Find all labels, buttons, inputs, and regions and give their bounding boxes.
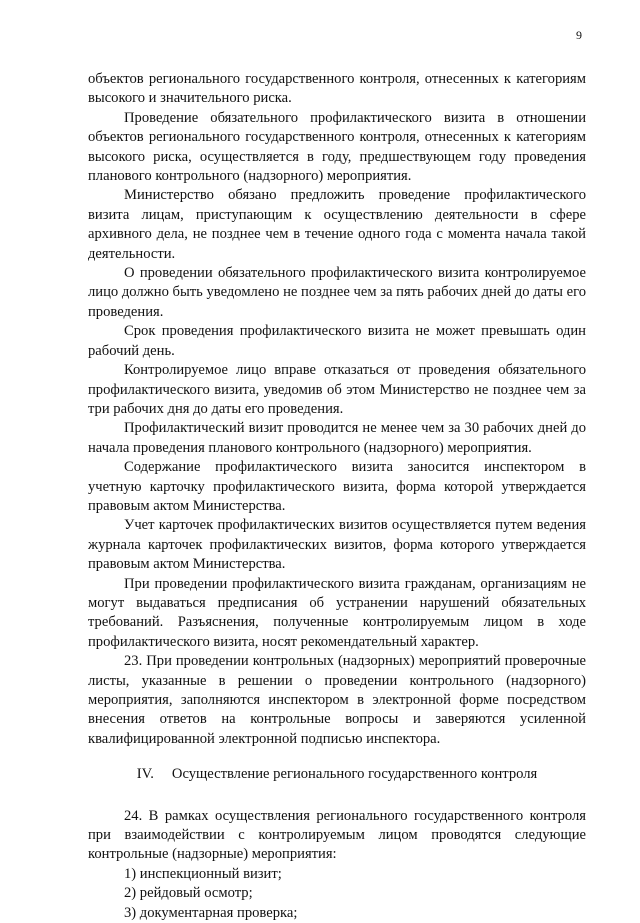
paragraph: Контролируемое лицо вправе отказаться от проведения обязательного профилактического визита, уведомив об этом Министерство не позднее чем за три рабочих дня до даты его проведения. <box>88 362 586 417</box>
paragraph: Проведение обязательного профилактического визита в отношении объектов регионального государственного контроля, отнесенных к категориям высокого риска, осуществляется в году, предшествующем году проведения планового контрольного (надзорного) мероприятия. <box>88 109 586 185</box>
list-item: 1) инспекционный визит; <box>124 865 282 882</box>
paragraph-24: 24. В рамках осуществления регионального государственного контроля при взаимодействии с контролируемым лицом проводятся следующие контрольные (надзорные) мероприятия: <box>88 807 586 863</box>
section-heading <box>88 765 586 784</box>
list-item: 2) рейдовый осмотр; <box>124 885 253 902</box>
paragraph: О проведении обязательного профилактического визита контролируемое лицо должно быть уведомлено не позднее чем за пять рабочих дней до даты его проведения. <box>88 265 586 320</box>
section-number: IV. <box>136 766 154 783</box>
paragraph-23: 23. При проведении контрольных (надзорных) мероприятий проверочные листы, указанные в решении о проведении контрольного (надзорного) мероприятия, заполняются инспектором в электронной форме посредством внесения ответов на контрольные вопросы и заверяются усиленной квалифицированной электронной подписью инспектора. <box>88 653 586 747</box>
paragraph: Содержание профилактического визита заносится инспектором в учетную карточку профилактического визита, форма которой утверждается правовым актом Министерства. <box>88 459 586 514</box>
list-item: 3) документарная проверка; <box>124 904 298 921</box>
section-title: Осуществление регионального государственного контроля <box>171 766 538 783</box>
paragraph: При проведении профилактического визита гражданам, организациям не могут выдаваться предписания об устранении нарушений обязательных требований. Разъяснения, полученные контролируемым лицом в ходе профилактического визита, носят рекомендательный характер. <box>88 575 586 650</box>
paragraph: Срок проведения профилактического визита не может превышать один рабочий день. <box>88 323 586 359</box>
paragraph: Министерство обязано предложить проведение профилактического визита лицам, приступающим к осуществлению деятельности в сфере архивного дела, не позднее чем в течение одного года с момента начала такой деятельности. <box>88 187 586 262</box>
paragraph: Учет карточек профилактических визитов осуществляется путем ведения журнала карточек профилактических визитов, форма которого утверждается правовым актом Министерства. <box>88 517 586 573</box>
document-body <box>88 70 586 923</box>
paragraph: Профилактический визит проводится не менее чем за 30 рабочих дней до начала проведения планового контрольного (надзорного) мероприятия. <box>88 420 586 456</box>
page-number: 9 <box>576 28 582 42</box>
paragraph: объектов регионального государственного контроля, отнесенных к категориям высокого и значительного риска. <box>88 71 586 107</box>
